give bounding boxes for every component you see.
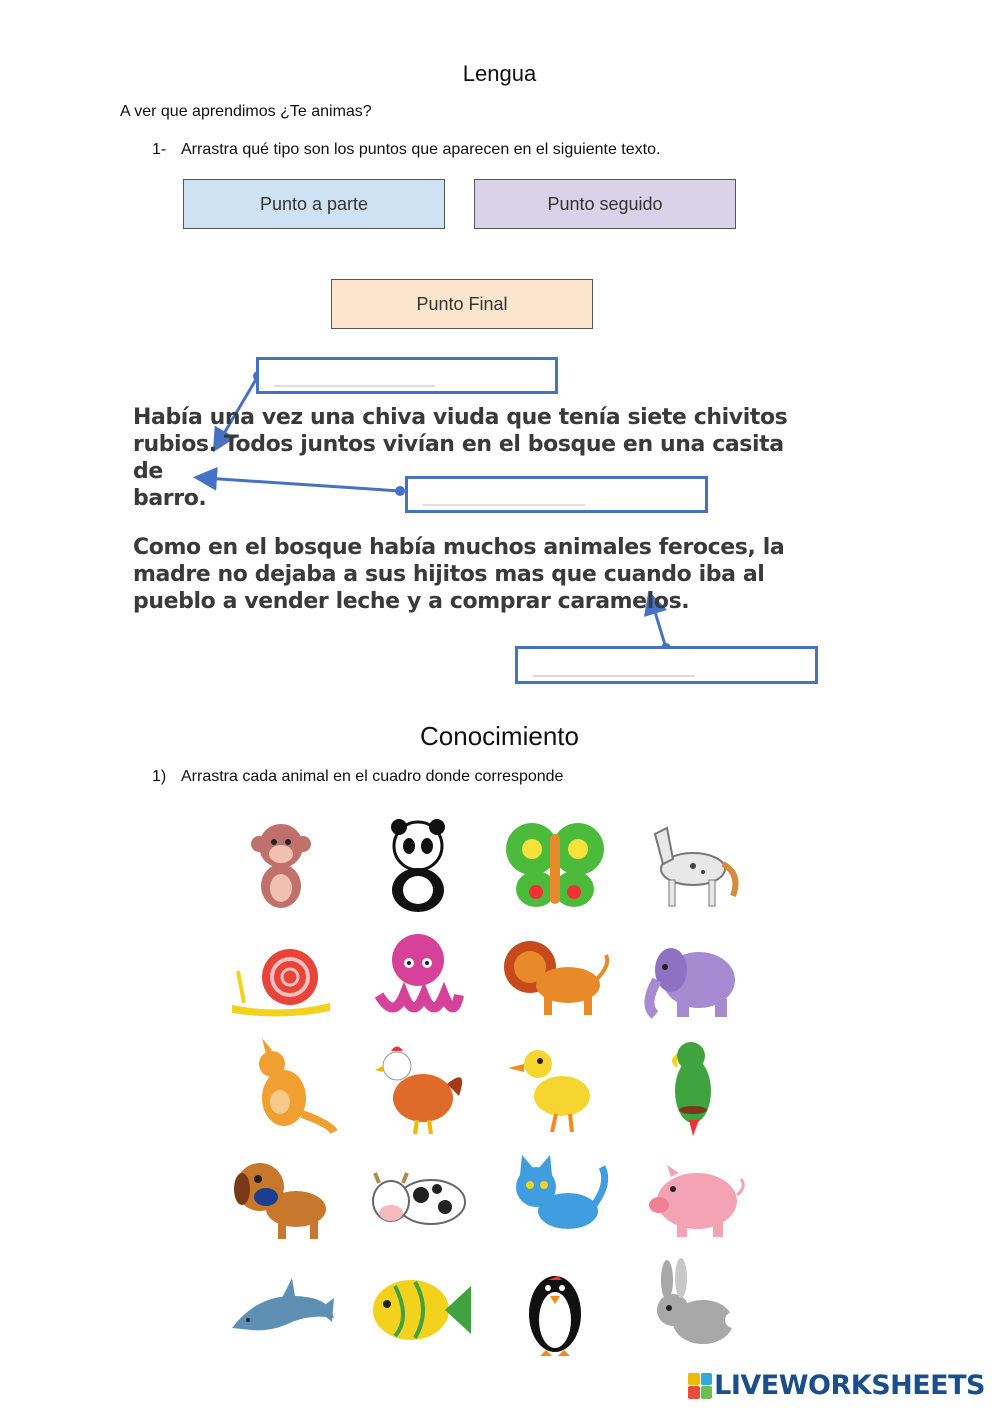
monkey-icon [222, 814, 340, 914]
hen-icon [359, 1036, 477, 1136]
cow-icon [359, 1147, 477, 1247]
panda-icon [359, 814, 477, 914]
kangaroo-icon [222, 1036, 340, 1136]
animal-card[interactable] [212, 1253, 349, 1364]
duck-icon [496, 1036, 614, 1136]
animal-card[interactable] [349, 1142, 486, 1253]
fish-icon [359, 1258, 477, 1358]
pig-icon [633, 1147, 751, 1247]
dolphin-icon [222, 1258, 340, 1358]
question-text: Arrastra qué tipo son los puntos que aparecen en el siguiente texto. [181, 141, 661, 158]
animal-card[interactable] [349, 919, 486, 1030]
animal-card[interactable] [623, 1142, 760, 1253]
animal-card[interactable] [486, 919, 623, 1030]
rabbit-icon [633, 1258, 751, 1358]
lion-icon [496, 925, 614, 1025]
punto-a-parte-chip[interactable]: Punto a parte [183, 179, 445, 229]
drop-box-1[interactable] [256, 357, 558, 394]
animal-card[interactable] [349, 1253, 486, 1364]
snail-icon [222, 925, 340, 1025]
liveworksheets-logo [688, 1370, 985, 1401]
cat-icon [496, 1147, 614, 1247]
animal-grid [212, 808, 760, 1364]
animal-card[interactable] [623, 1253, 760, 1364]
animal-card[interactable] [486, 1253, 623, 1364]
elephant-icon [633, 925, 751, 1025]
drop-box-3[interactable] [515, 646, 818, 684]
animal-card[interactable] [212, 919, 349, 1030]
animal-card[interactable] [212, 808, 349, 919]
animal-card[interactable] [623, 808, 760, 919]
animal-card[interactable] [349, 1030, 486, 1141]
dog-icon [222, 1147, 340, 1247]
animal-card[interactable] [486, 1030, 623, 1141]
animal-card[interactable] [486, 1142, 623, 1253]
parrot-icon [633, 1036, 751, 1136]
animal-card[interactable] [212, 1030, 349, 1141]
animal-card[interactable] [349, 808, 486, 919]
punto-final-chip[interactable]: Punto Final [331, 279, 593, 329]
animal-card[interactable] [623, 1030, 760, 1141]
logo-text: LIVEWORKSHEETS [714, 1370, 985, 1401]
penguin-icon [496, 1258, 614, 1358]
horse-icon [633, 814, 751, 914]
story-paragraph-1: Había una vez una chiva viuda que tenía siete chivitos rubios. Todos juntos vivían en el bosque en una casita de barro. [133, 405, 788, 511]
logo-mark-icon [688, 1373, 712, 1399]
octopus-icon [359, 925, 477, 1025]
butterfly-icon [496, 814, 614, 914]
drop-box-2[interactable] [405, 476, 708, 513]
question-text-2: Arrastra cada animal en el cuadro donde corresponde [181, 768, 564, 785]
animal-card[interactable] [212, 1142, 349, 1253]
question-number-2: 1) [152, 768, 167, 785]
intro-text: A ver que aprendimos ¿Te animas? [120, 103, 372, 120]
animal-card[interactable] [623, 919, 760, 1030]
punto-seguido-chip[interactable]: Punto seguido [474, 179, 736, 229]
story-paragraph-2: Como en el bosque había muchos animales feroces, la madre no dejaba a sus hijitos mas que cuando iba al pueblo a vender leche y a comprar caramelos. [133, 535, 785, 614]
section-title-lengua: Lengua [462, 61, 537, 86]
section-title-conocimiento: Conocimiento [420, 721, 579, 751]
animal-card[interactable] [486, 808, 623, 919]
question-number: 1- [152, 141, 167, 158]
